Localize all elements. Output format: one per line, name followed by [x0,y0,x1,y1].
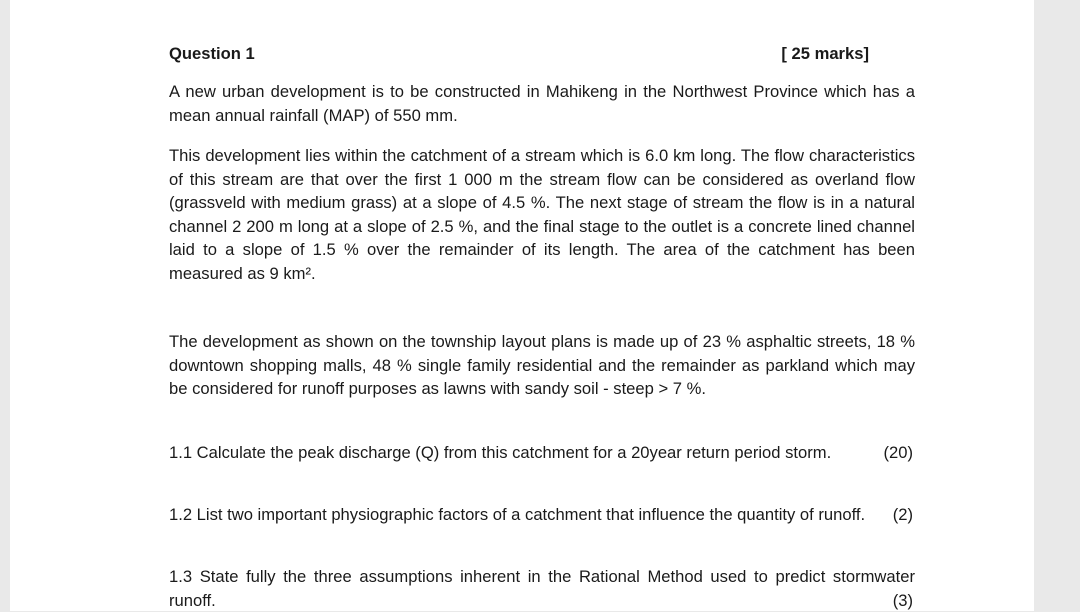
catchment-paragraph: This development lies within the catchment of a stream which is 6.0 km long. The flow characteristics of this stream are that over the first 1 000 m the stream flow can be considered as overland flow (grassveld with medium grass) at a slope of 4.5 %. The next stage of stream the flow is in a natural channel 2 200 m long at a slope of 2.5 %, and the final stage to the outlet is a concrete lined channel laid to a slope of 1.5 % over the remainder of its length. The area of the catchment has been measured as 9 km². [169,146,915,283]
subquestion-text: 1.3 State fully the three assumptions inherent in the Rational Method used to predict stormwater runoff. [169,567,915,610]
subquestion-1-3 [169,565,915,612]
intro-paragraph: A new urban development is to be constructed in Mahikeng in the Northwest Province which has a mean annual rainfall (MAP) of 550 mm. [169,82,915,125]
subquestion-1-1 [169,441,915,465]
subquestion-text: 1.1 Calculate the peak discharge (Q) from this catchment for a 20year return period storm. [169,443,832,462]
subquestion-marks: (2) [892,505,913,524]
subquestion-marks: (20) [883,443,913,462]
development-paragraph: The development as shown on the township layout plans is made up of 23 % asphaltic streets, 18 % downtown shopping malls, 48 % single family residential and the remainder as parkland which may be considered for runoff purposes as lawns with sandy soil - steep > 7 %. [169,332,915,399]
question-header [169,42,869,66]
subquestion-marks: (3) [892,590,913,610]
subquestion-1-2 [169,503,915,527]
question-title: Question 1 [169,44,255,63]
document-page [10,0,1034,611]
question-marks: [ 25 marks] [781,44,869,63]
subquestion-text: 1.2 List two important physiographic factors of a catchment that influence the quantity of runoff. [169,505,866,524]
